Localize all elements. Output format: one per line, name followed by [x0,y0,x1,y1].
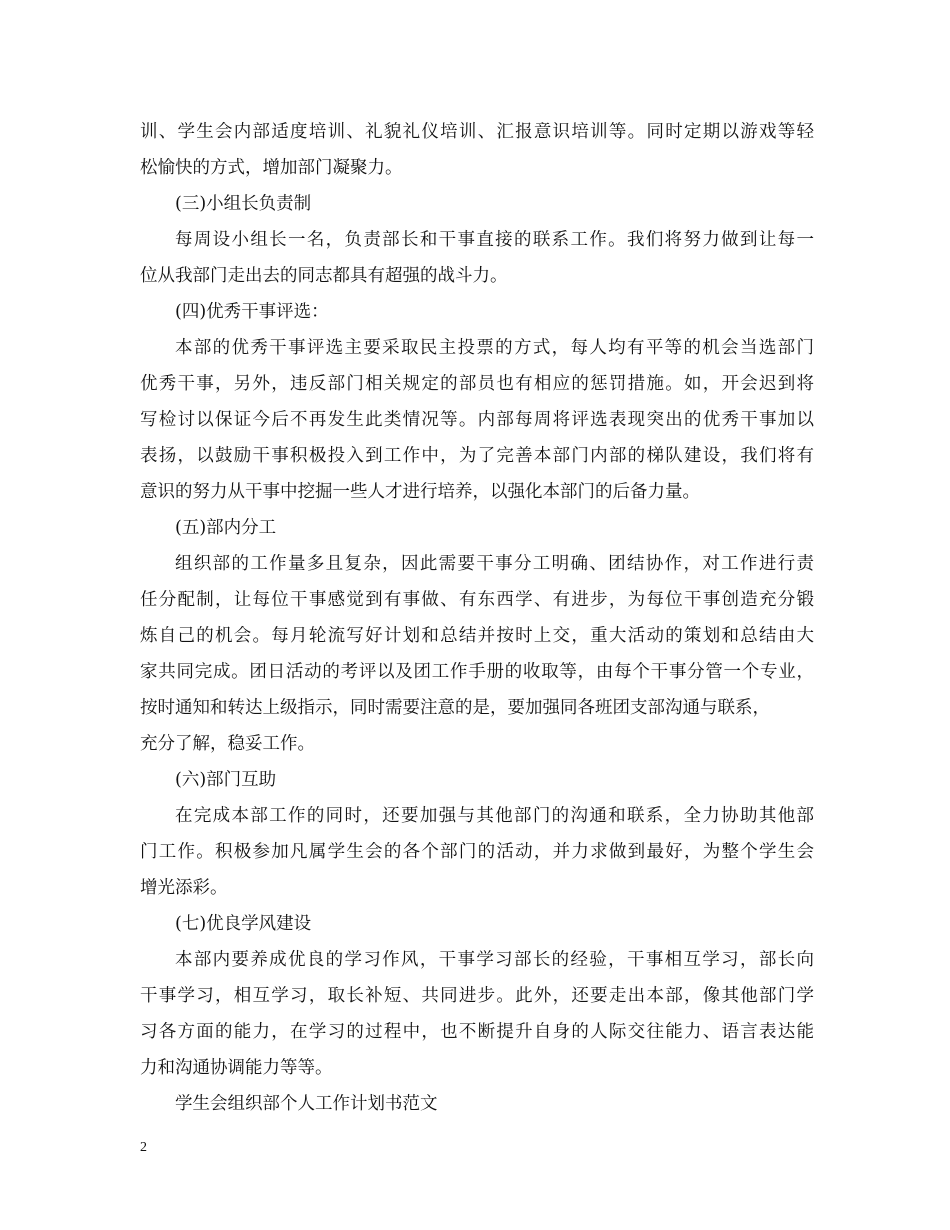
text-line: 松愉快的方式，增加部门凝聚力。 [140,158,403,178]
section-heading: (四)优秀干事评选： [175,302,329,322]
text-line: 习各方面的能力，在学习的过程中，也不断提升自身的人际交往能力、语言表达能 [140,1022,814,1042]
text-line: 意识的努力从干事中挖掘一些人才进行培养，以强化本部门的后备力量。 [140,482,700,502]
section-heading: (六)部门互助 [175,770,277,790]
section-heading: (五)部内分工 [175,518,277,538]
body-text [140,114,814,1122]
text-line: 干事学习，相互学习，取长补短、共同进步。此外，还要走出本部，像其他部门学 [140,986,814,1006]
text-line: 炼自己的机会。每月轮流写好计划和总结并按时上交，重大活动的策划和总结由大 [140,626,814,646]
text-line: 充分了解，稳妥工作。 [140,734,315,754]
text-line: 力和沟通协调能力等等。 [140,1058,333,1078]
text-line: 组织部的工作量多且复杂，因此需要干事分工明确、团结协作，对工作进行责 [175,554,814,574]
text-line: 门工作。积极参加凡属学生会的各个部门的活动，并力求做到最好，为整个学生会 [140,842,814,862]
text-line: 训、学生会内部适度培训、礼貌礼仪培训、汇报意识培训等。同时定期以游戏等轻 [140,122,814,142]
section-heading: (七)优良学风建设 [175,914,312,934]
text-line: 每周设小组长一名，负责部长和干事直接的联系工作。我们将努力做到让每一 [175,230,814,250]
text-line: 表扬，以鼓励干事积极投入到工作中，为了完善本部门内部的梯队建设，我们将有 [140,446,814,466]
text-line: 位从我部门走出去的同志都具有超强的战斗力。 [140,266,508,286]
text-line: 写检讨以保证今后不再发生此类情况等。内部每周将评选表现突出的优秀干事加以 [140,410,814,430]
text-line: 学生会组织部个人工作计划书范文 [175,1094,438,1114]
section-heading: (三)小组长负责制 [175,194,312,214]
text-line: 任分配制，让每位干事感觉到有事做、有东西学、有进步，为每位干事创造充分锻 [140,590,814,610]
text-line: 增光添彩。 [140,878,228,898]
page-number: 2 [140,1140,147,1155]
text-line: 家共同完成。团日活动的考评以及团工作手册的收取等，由每个干事分管一个专业， [140,662,814,682]
text-line: 在完成本部工作的同时，还要加强与其他部门的沟通和联系，全力协助其他部 [175,806,814,826]
text-line: 本部的优秀干事评选主要采取民主投票的方式，每人均有平等的机会当选部门 [175,338,814,358]
text-line: 按时通知和转达上级指示，同时需要注意的是，要加强同各班团支部沟通与联系， [140,698,770,718]
text-line: 优秀干事，另外，违反部门相关规定的部员也有相应的惩罚措施。如，开会迟到将 [140,374,814,394]
text-line: 本部内要养成优良的学习作风，干事学习部长的经验，干事相互学习，部长向 [175,950,814,970]
